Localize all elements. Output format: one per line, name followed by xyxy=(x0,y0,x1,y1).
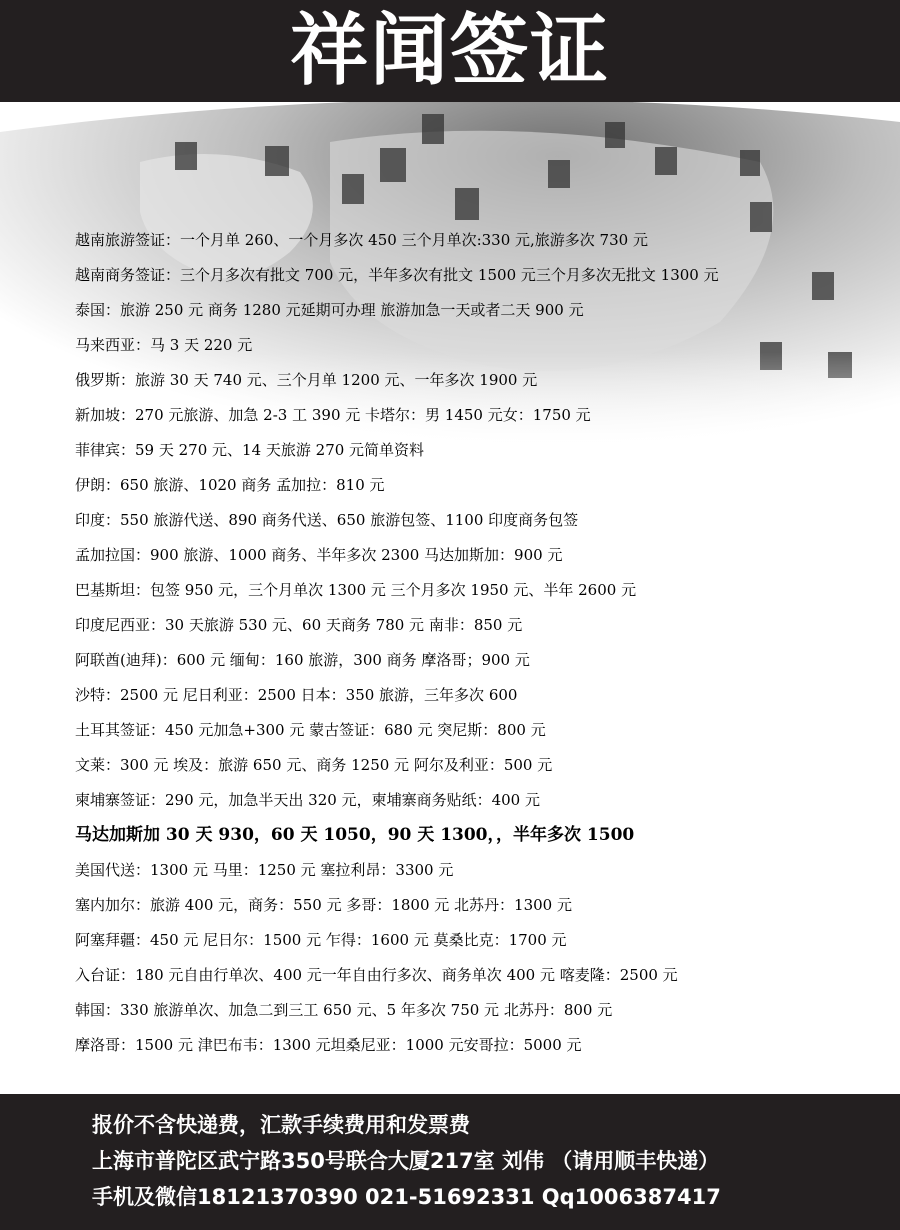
price-line: 马来西亚：马 3 天 220 元 xyxy=(75,336,253,354)
price-line: 文莱：300 元 埃及：旅游 650 元、商务 1250 元 阿尔及利亚：500 元 xyxy=(75,756,553,774)
price-line: 入台证：180 元自由行单次、400 元一年自由行多次、商务单次 400 元 喀麦隆：2500 元 xyxy=(75,966,678,984)
price-line: 菲律宾：59 天 270 元、14 天旅游 270 元简单资料 xyxy=(75,441,425,459)
price-line: 伊朗：650 旅游、1020 商务 孟加拉：810 元 xyxy=(75,476,385,494)
price-line: 越南商务签证：三个月多次有批文 700 元，半年多次有批文 1500 元三个月多次无批文 1300 元 xyxy=(75,266,719,284)
price-line: 新加坡：270 元旅游、加急 2-3 工 390 元 卡塔尔：男 1450 元女：1750 元 xyxy=(75,406,591,424)
price-list xyxy=(75,223,895,1063)
price-line: 塞内加尔：旅游 400 元，商务：550 元 多哥：1800 元 北苏丹：1300 元 xyxy=(75,896,572,914)
price-line: 美国代送：1300 元 马里：1250 元 塞拉利昂：3300 元 xyxy=(75,861,454,879)
header-band xyxy=(0,0,900,102)
price-line: 俄罗斯：旅游 30 天 740 元、三个月单 1200 元、一年多次 1900 元 xyxy=(75,371,538,389)
price-line: 韩国：330 旅游单次、加急二到三工 650 元、5 年多次 750 元 北苏丹：800 元 xyxy=(75,1001,613,1019)
price-line: 摩洛哥：1500 元 津巴布韦：1300 元坦桑尼亚：1000 元安哥拉：5000 元 xyxy=(75,1036,582,1054)
price-line: 沙特：2500 元 尼日利亚：2500 日本：350 旅游，三年多次 600 xyxy=(75,686,518,704)
price-line: 土耳其签证：450 元加急+300 元 蒙古签证：680 元 突尼斯：800 元 xyxy=(75,721,546,739)
price-line: 阿联酋(迪拜)：600 元 缅甸：160 旅游，300 商务 摩洛哥；900 元 xyxy=(75,651,530,669)
address-line: 上海市普陀区武宁路350号联合大厦217室 刘伟 （请用顺丰快递） xyxy=(92,1149,720,1173)
price-line: 越南旅游签证：一个月单 260、一个月多次 450 三个月单次:330 元,旅游多次 730 元 xyxy=(75,231,648,249)
price-line: 泰国：旅游 250 元 商务 1280 元延期可办理 旅游加急一天或者二天 900 元 xyxy=(75,301,584,319)
price-line: 孟加拉国：900 旅游、1000 商务、半年多次 2300 马达加斯加：900 元 xyxy=(75,546,563,564)
price-line: 柬埔寨签证：290 元，加急半天出 320 元，柬埔寨商务贴纸：400 元 xyxy=(75,791,540,809)
price-line: 印度：550 旅游代送、890 商务代送、650 旅游包签、1100 印度商务包签 xyxy=(75,511,579,529)
price-line: 巴基斯坦：包签 950 元，三个月单次 1300 元 三个月多次 1950 元、半年 2600 元 xyxy=(75,581,637,599)
fee-notice: 报价不含快递费，汇款手续费用和发票费 xyxy=(92,1113,470,1137)
contact-line: 手机及微信18121370390 021-51692331 Qq1006387417 xyxy=(92,1185,721,1209)
page-title: 祥闻签证 xyxy=(289,6,610,96)
price-line-highlight: 马达加斯加 30 天 930，60 天 1050，90 天 1300，，半年多次 1500 xyxy=(75,825,635,845)
price-line: 印度尼西亚：30 天旅游 530 元、60 天商务 780 元 南非：850 元 xyxy=(75,616,523,634)
footer-band xyxy=(0,1094,900,1230)
price-line: 阿塞拜疆：450 元 尼日尔：1500 元 乍得：1600 元 莫桑比克：1700 元 xyxy=(75,931,567,949)
